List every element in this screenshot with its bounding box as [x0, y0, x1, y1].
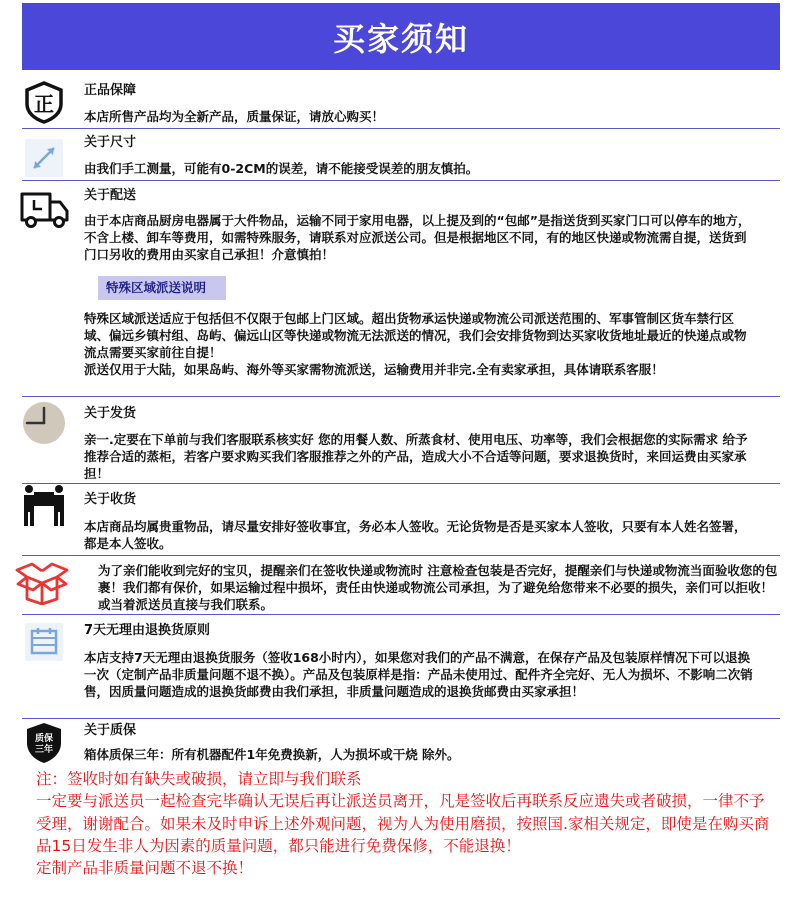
- section-body-warranty: 箱体质保三年：所有机器配件1年免费换新，人为损坏或干烧 除外。: [84, 747, 460, 762]
- divider: [22, 718, 780, 719]
- warranty-badge-line2: 三年: [34, 745, 54, 755]
- section-body-special-2: 派送仅用于大陆，如果岛屿、海外等买家需物流派送，运输费用并非完.全有卖家承担，具体请联系客服！: [84, 362, 664, 377]
- divider: [22, 614, 780, 615]
- divider: [22, 555, 780, 556]
- divider: [22, 180, 780, 181]
- notice-block: [36, 768, 778, 879]
- divider: [22, 128, 780, 129]
- svg-text:正: 正: [34, 92, 54, 116]
- notice-line-3: 定制产品非质量问题不退不换！: [36, 859, 254, 878]
- warranty-badge-line1: 质保: [34, 734, 54, 744]
- section-body-special: 特殊区域派送适应于包括但不仅限于包邮上门区域。超出货物承运快递或物流公司派送范围的、军事管制区货车禁行区域、偏远乡镇村组、岛屿、偏远山区等快递或物流无法派送的情况，我们会安排货物到达买家收货地址最近的快递点或物流点需要买家前往自提！: [84, 311, 747, 360]
- section-title-receiving: 关于收货: [84, 492, 137, 507]
- notice-line-2: 一定要与派送员一起检查完毕确认无误后再让派送员离开，凡是签收后再联系反应遗失或者破损，一律不予受理，谢谢配合。如果未及时申诉上述外观问题，视为人为使用磨损，按照国.家相关规定，即使是在购买商品15日发生非人为因素的质量问题，都只能进行免费保修，不能退换！: [36, 792, 770, 855]
- section-title-return: 7天无理由退换货原则: [84, 623, 211, 638]
- section-title-genuine: 正品保障: [84, 83, 137, 98]
- divider: [22, 396, 780, 397]
- section-title-warranty: 关于质保: [84, 723, 137, 738]
- calendar-icon: [16, 622, 72, 662]
- truck-icon: [16, 190, 72, 230]
- section-title-shipping: 关于发货: [84, 406, 137, 421]
- warranty-shield-icon: [16, 721, 72, 765]
- section-title-delivery: 关于配送: [84, 188, 137, 203]
- section-body-size: 由我们手工测量，可能有0-2CM的误差，请不能接受误差的朋友慎拍。: [84, 161, 479, 176]
- resize-arrow-icon: [16, 138, 72, 178]
- page-header: [22, 3, 780, 70]
- clock-icon: [16, 401, 72, 445]
- section-body-genuine: 本店所售产品均为全新产品，质量保证，请放心购买！: [84, 109, 385, 124]
- section-body-receiving: 本店商品均属贵重物品，请尽量安排好签收事宜，务必本人签收。无论货物是否是买家本人签收，只要有本人姓名签署，都是本人签收。: [84, 519, 747, 551]
- open-box-icon: [10, 559, 74, 605]
- special-area-tag: 特殊区域派送说明: [98, 276, 226, 300]
- section-body-package: 为了亲们能收到完好的宝贝，提醒亲们在签收快递或物流时 注意检查包装是否完好，提醒亲们与快递或物流当面验收您的包裹！我们都有保价，如果运输过程中损坏，责任由快递或物流公司承担，为了避免给您带来不必要的损失，亲们可以拒收！或当着派送员直接与我们联系。: [98, 563, 778, 612]
- notice-line-1: 注：签收时如有缺失或破损，请立即与我们联系: [36, 770, 362, 788]
- section-body-delivery: 由于本店商品厨房电器属于大件物品，运输不同于家用电器，以上提及到的“包邮”是指送货到买家门口可以停车的地方，不含上楼、卸车等费用，如需特殊服务，请联系对应派送公司。但是根据地区不同，有的地区快递或物流需自提，送货到门口另收的费用由买家自己承担！介意慎拍！: [84, 213, 751, 262]
- page-title: 买家须知: [332, 19, 469, 58]
- section-body-shipping: 亲一.定要在下单前与我们客服联系核实好 您的用餐人数、所蒸食材、使用电压、功率等，我们会根据您的实际需求 给予推荐合适的蒸柜，若客户要求购买我们客服推荐之外的产品，造成大小不合适等问题，要求退换货时，来回运费由买家承担！: [84, 432, 748, 481]
- divider: [22, 483, 780, 484]
- people-carry-box-icon: [16, 484, 72, 526]
- section-body-return: 本店支持7天无理由退换货服务（签收168小时内），如果您对我们的产品不满意，在保存产品及包装原样情况下可以退换一次（定制产品非质量问题不退不换）。产品及包装原样是指：产品未使用过、配件齐全完好、无人为损坏、不影响二次销售，因质量问题造成的退换货邮费由我们承担，非质量问题造成的退换货邮费由买家承担！: [84, 650, 753, 699]
- section-title-size: 关于尺寸: [84, 135, 137, 150]
- zheng-shield-icon: [16, 80, 72, 124]
